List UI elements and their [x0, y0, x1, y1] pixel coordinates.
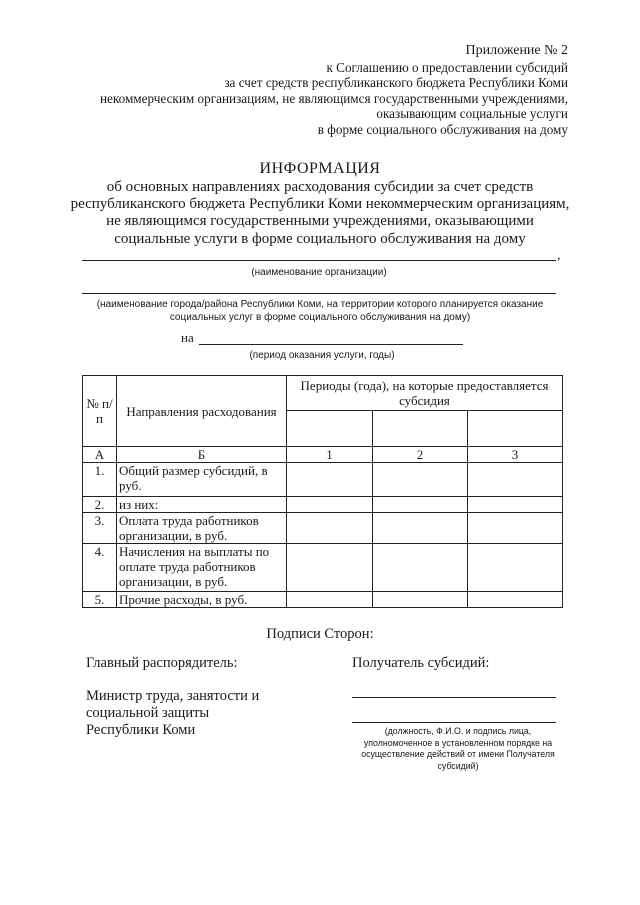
row-text: из них:: [117, 497, 287, 513]
city-field-line: [82, 293, 556, 294]
period-cell[interactable]: [373, 411, 468, 447]
header-direction: Направления расходования: [117, 376, 287, 447]
value-cell[interactable]: [287, 497, 373, 513]
code-cell: 2: [373, 447, 468, 463]
code-cell: А: [83, 447, 117, 463]
value-cell[interactable]: [373, 497, 468, 513]
expenditure-table: [82, 375, 563, 608]
org-name-caption: (наименование организации): [251, 267, 387, 278]
subtitle-line: не являющимся государственными учреждениями, оказывающими: [106, 213, 534, 230]
table-header-row: [83, 376, 563, 411]
subtitle-line: республиканского бюджета Республики Коми некоммерческим организациям,: [70, 196, 570, 213]
appendix-line: к Соглашению о предоставлении субсидий: [326, 60, 568, 75]
table-row: [83, 544, 563, 592]
city-caption: [62, 298, 578, 324]
period-prefix: на: [181, 330, 194, 345]
right-signatory-head: Получатель субсидий:: [352, 655, 490, 671]
signatures-title: Подписи Сторон:: [266, 626, 374, 642]
row-num: 2.: [83, 497, 117, 513]
left-signatory-line: Республики Коми: [86, 722, 196, 738]
appendix-line: оказывающим социальные услуги: [376, 106, 568, 122]
period-cell[interactable]: [468, 411, 563, 447]
table-row: [83, 513, 563, 544]
document-subtitle: [60, 179, 580, 248]
value-cell[interactable]: [468, 592, 563, 608]
code-cell: 3: [468, 447, 563, 463]
row-text: Общий размер субсидий, в руб.: [117, 463, 287, 497]
appendix-line: некоммерческим организациям, не являющимся государственными учреждениями,: [99, 90, 568, 106]
header-periods: Периоды (года), на которые предоставляется субсидия: [287, 376, 563, 411]
appendix-line: за счет средств республиканского бюджета Республики Коми: [224, 75, 568, 91]
value-cell[interactable]: [287, 513, 373, 544]
signature-line: [352, 722, 556, 723]
value-cell[interactable]: [287, 544, 373, 592]
value-cell[interactable]: [468, 463, 563, 497]
row-num: 1.: [83, 463, 117, 497]
value-cell[interactable]: [373, 592, 468, 608]
period-field-line: [199, 344, 463, 345]
city-caption-line: социальных услуг в форме социального обслуживания на дому): [169, 312, 471, 323]
subtitle-line: об основных направлениях расходования субсидии за счет средств: [106, 179, 534, 195]
code-cell: Б: [117, 447, 287, 463]
code-cell: 1: [287, 447, 373, 463]
left-signatory-line: Министр труда, занятости и: [86, 688, 260, 704]
left-signatory-head: Главный распорядитель:: [86, 655, 238, 671]
header-num: № п/п: [83, 376, 117, 447]
row-num: 4.: [83, 544, 117, 592]
value-cell[interactable]: [287, 592, 373, 608]
document-title: ИНФОРМАЦИЯ: [259, 160, 381, 177]
row-num: 3.: [83, 513, 117, 544]
table-code-row: [83, 447, 563, 463]
period-cell[interactable]: [287, 411, 373, 447]
value-cell[interactable]: [468, 497, 563, 513]
signature-caption: (должность, Ф.И.О. и подпись лица, уполномоченное в установленном порядке на осуществление действий от имени Получателя субсидий): [361, 726, 555, 771]
signature-line: [352, 697, 556, 698]
table-row: [83, 463, 563, 497]
row-num: 5.: [83, 592, 117, 608]
value-cell[interactable]: [373, 463, 468, 497]
left-signatory-line: социальной защиты: [86, 705, 210, 721]
value-cell[interactable]: [287, 463, 373, 497]
appendix-header: [100, 42, 568, 137]
subtitle-line: социальные услуги в форме социального обслуживания на дому: [114, 230, 526, 247]
value-cell[interactable]: [468, 544, 563, 592]
value-cell[interactable]: [373, 513, 468, 544]
table-row: [83, 497, 563, 513]
value-cell[interactable]: [468, 513, 563, 544]
period-caption: (период оказания услуги, годы): [249, 350, 395, 361]
table-row: [83, 592, 563, 608]
left-signatory: [86, 655, 259, 739]
city-caption-line: (наименование города/района Республики Коми, на территории которого планируется оказание: [96, 299, 544, 310]
appendix-line: в форме социального обслуживания на дому: [317, 121, 568, 137]
comma: ,: [557, 248, 561, 263]
row-text: Прочие расходы, в руб.: [117, 592, 287, 608]
row-text: Оплата труда работников организации, в руб.: [117, 513, 287, 544]
value-cell[interactable]: [373, 544, 468, 592]
appendix-title: Приложение № 2: [465, 43, 568, 58]
org-name-field-line: [82, 260, 556, 261]
row-text: Начисления на выплаты по оплате труда работников организации, в руб.: [117, 544, 287, 592]
